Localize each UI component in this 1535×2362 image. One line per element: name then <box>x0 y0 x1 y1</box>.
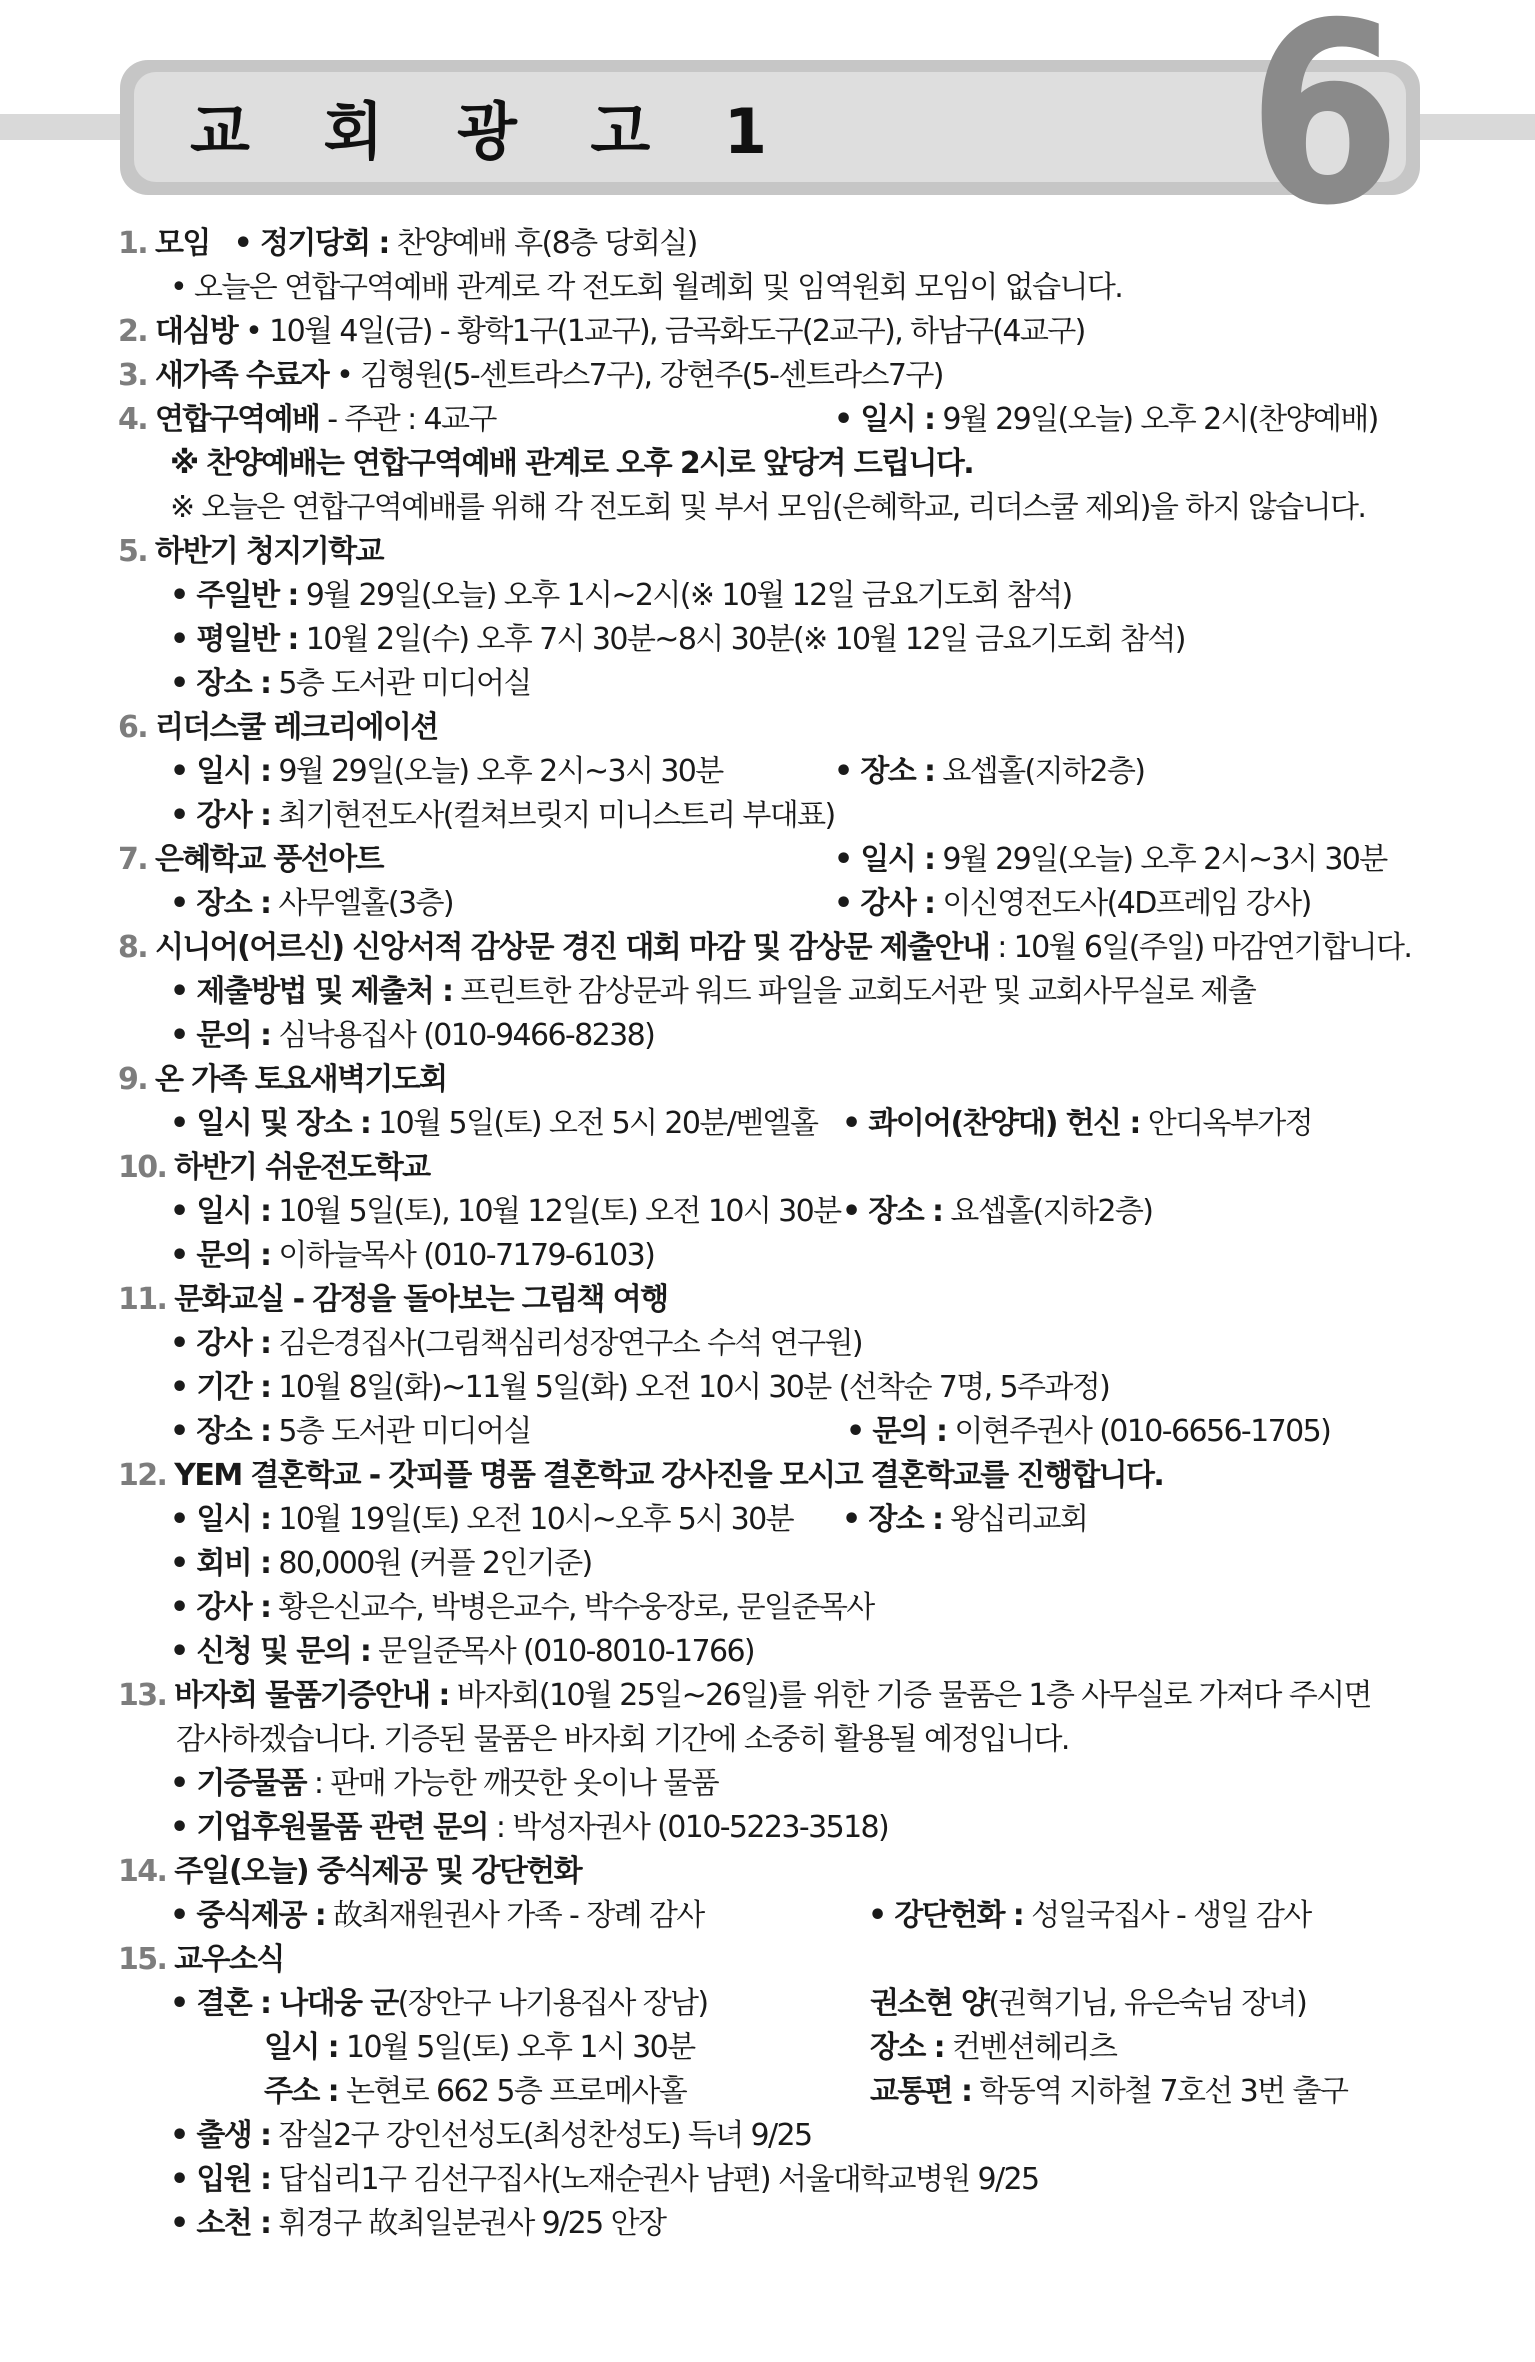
text: 안디옥부가정 <box>1139 1106 1312 1141</box>
item-9-a <box>118 1102 1418 1146</box>
label: 일시 : <box>264 2030 339 2065</box>
item-title: YEM 결혼학교 - 갓피플 명품 결혼학교 강사진을 모시고 결혼학교를 진행합니다. <box>174 1458 1164 1493</box>
hospital-news <box>118 2158 1418 2202</box>
item-11-b <box>118 1366 1418 1410</box>
label: • 일시 : <box>834 842 935 877</box>
text: (권혁기님, 유은숙님 장녀) <box>988 1986 1307 2021</box>
item-12-a <box>118 1498 1418 1542</box>
text: 故최재원권사 가족 - 장례 감사 <box>325 1898 704 1933</box>
label: • 일시 : <box>170 1194 271 1229</box>
text: 요셉홀(지하2층) <box>942 1194 1153 1229</box>
label: • 강사 : <box>170 1326 271 1361</box>
item-4-note1: ※ 찬양예배는 연합구역예배 관계로 오후 2시로 앞당겨 드립니다. <box>170 446 974 481</box>
item-number: 8. <box>118 930 148 965</box>
text: 10월 19일(토) 오전 10시~오후 5시 30분 <box>270 1502 793 1537</box>
text: 5층 도서관 미디어실 <box>270 1414 531 1449</box>
label: • 신청 및 문의 : <box>170 1634 371 1669</box>
item-number: 6. <box>118 710 148 745</box>
item-number: 15. <box>118 1942 167 1977</box>
item-14 <box>118 1850 1418 1894</box>
item-title: 모임 <box>155 226 210 261</box>
text: 왕십리교회 <box>942 1502 1088 1537</box>
item-title: 바자회 물품기증안내 : <box>174 1678 449 1713</box>
text: 9월 29일(오늘) 오후 2시~3시 30분 <box>270 754 723 789</box>
item-10-a <box>118 1190 1418 1234</box>
groom-name: 나대웅 군 <box>270 1986 398 2021</box>
item-title: 교우소식 <box>174 1942 284 1977</box>
item-11-a <box>118 1322 1418 1366</box>
text: 9월 29일(오늘) 오후 2시(찬양예배) <box>934 402 1378 437</box>
item-6-a <box>118 750 1418 794</box>
item-number: 13. <box>118 1678 167 1713</box>
text: 성일국집사 - 생일 감사 <box>1023 1898 1311 1933</box>
label: • 문의 : <box>170 1238 271 1273</box>
text: 휘경구 故최일분권사 9/25 안장 <box>270 2206 666 2241</box>
text: 논현로 662 5층 프로메사홀 <box>338 2074 687 2109</box>
text: 80,000원 (커플 2인기준) <box>270 1546 592 1581</box>
item-6 <box>118 706 1418 750</box>
label: 교통편 : <box>870 2074 972 2109</box>
item-12-c <box>118 1542 1418 1586</box>
item-title: 온 가족 토요새벽기도회 <box>155 1062 447 1097</box>
label: • 중식제공 : <box>170 1898 326 1933</box>
item-number: 11. <box>118 1282 167 1317</box>
wedding-address <box>118 2070 1418 2114</box>
label: • 결혼 : <box>170 1986 271 2021</box>
text: 심낙용집사 (010-9466-8238) <box>270 1018 655 1053</box>
label: 장소 : <box>870 2030 945 2065</box>
item-10-c <box>118 1234 1418 1278</box>
item-number: 10. <box>118 1150 167 1185</box>
text: • 10월 4일(금) - 황학1구(1교구), 금곡화도구(2교구), 하남구(4교구) <box>237 314 1085 349</box>
label: • 입원 : <box>170 2162 271 2197</box>
birth-news <box>118 2114 1418 2158</box>
item-5-b <box>118 618 1418 662</box>
label: • 소천 : <box>170 2206 271 2241</box>
text: 이현주권사 (010-6656-1705) <box>946 1414 1331 1449</box>
label: • 일시 : <box>170 754 271 789</box>
text: 사무엘홀(3층) <box>270 886 453 921</box>
item-14-a <box>118 1894 1418 1938</box>
item-2 <box>118 310 1418 354</box>
text: (장안구 나기용집사 장남) <box>397 1986 708 2021</box>
text: 10월 5일(토) 오전 5시 20분/벧엘홀 <box>370 1106 818 1141</box>
announcements <box>118 222 1418 2246</box>
item-13 <box>118 1674 1418 1718</box>
text: 문일준목사 (010-8010-1766) <box>370 1634 755 1669</box>
item-10 <box>118 1146 1418 1190</box>
item-title: 리더스쿨 레크리에이션 <box>155 710 438 745</box>
text: 9월 29일(오늘) 오후 1시~2시(※ 10월 12일 금요기도회 참석) <box>297 578 1072 613</box>
item-title: 시니어(어르신) 신앙서적 감상문 경진 대회 마감 및 감상문 제출안내 <box>155 930 990 965</box>
text: 프린트한 감상문과 워드 파일을 교회도서관 및 교회사무실로 제출 <box>452 974 1256 1009</box>
item-number: 2. <box>118 314 148 349</box>
label: • 제출방법 및 제출처 : <box>170 974 453 1009</box>
label: • 콰이어(찬양대) 헌신 : <box>842 1106 1140 1141</box>
label: • 장소 : <box>170 1414 271 1449</box>
item-number: 3. <box>118 358 148 393</box>
label: 주소 : <box>264 2074 339 2109</box>
item-number: 14. <box>118 1854 167 1889</box>
item-13-b <box>118 1806 1418 1850</box>
label: • 문의 : <box>170 1018 271 1053</box>
item-5 <box>118 530 1418 574</box>
item-4-note2: ※ 오늘은 연합구역예배를 위해 각 전도회 및 부서 모임(은혜학교, 리더스쿨 제외)을 하지 않습니다. <box>170 490 1366 525</box>
text: 이하늘목사 (010-7179-6103) <box>270 1238 655 1273</box>
item-8 <box>118 926 1418 970</box>
wedding-names <box>118 1982 1418 2026</box>
label: • 강사 : <box>834 886 935 921</box>
text: 10월 8일(화)~11월 5일(화) 오전 10시 30분 (선착순 7명, 5주과정) <box>270 1370 1110 1405</box>
text: 10월 2일(수) 오후 7시 30분~8시 30분(※ 10월 12일 금요기도회 참석) <box>297 622 1185 657</box>
item-3 <box>118 354 1418 398</box>
text: 컨벤션헤리츠 <box>944 2030 1117 2065</box>
item-title: 연합구역예배 <box>155 402 320 437</box>
label: • 장소 : <box>170 666 271 701</box>
item-8-a <box>118 970 1418 1014</box>
item-8-b <box>118 1014 1418 1058</box>
item-7-b <box>118 882 1418 926</box>
item-11-c <box>118 1410 1418 1454</box>
item-9 <box>118 1058 1418 1102</box>
page-title: 교 회 광 고 1 <box>190 95 794 168</box>
text: 찬양예배 후(8층 당회실) <box>388 226 697 261</box>
label: • 정기당회 : <box>233 226 389 261</box>
item-13-line2: 감사하겠습니다. 기증된 물품은 바자회 기간에 소중히 활용될 예정입니다. <box>176 1722 1069 1757</box>
text: 10월 5일(토), 10월 12일(토) 오전 10시 30분 <box>270 1194 841 1229</box>
text: • 김형원(5-센트라스7구), 강현주(5-센트라스7구) <box>328 358 943 393</box>
label: • 장소 : <box>170 886 271 921</box>
item-title: 새가족 수료자 <box>155 358 329 393</box>
item-1-line2: • 오늘은 연합구역예배 관계로 각 전도회 월례회 및 임역원회 모임이 없습니다. <box>170 270 1123 305</box>
bride-name: 권소현 양 <box>870 1986 989 2021</box>
item-1 <box>118 222 1418 266</box>
item-number: 5. <box>118 534 148 569</box>
item-number: 12. <box>118 1458 167 1493</box>
item-number: 4. <box>118 402 148 437</box>
item-13-a <box>118 1762 1418 1806</box>
item-title: 하반기 쉬운전도학교 <box>174 1150 430 1185</box>
text: 김은경집사(그림책심리성장연구소 수석 연구원) <box>270 1326 863 1361</box>
text: 바자회(10월 25일~26일)를 위한 기증 물품은 1층 사무실로 가져다 주시면 <box>448 1678 1371 1713</box>
item-title: 은혜학교 풍선아트 <box>155 842 383 877</box>
label: • 주일반 : <box>170 578 298 613</box>
label: • 기증물품 <box>170 1766 306 1801</box>
text: 최기현전도사(컬쳐브릿지 미니스트리 부대표) <box>270 798 835 833</box>
text: 10월 5일(토) 오후 1시 30분 <box>338 2030 695 2065</box>
text: 학동역 지하철 7호선 3번 출구 <box>971 2074 1348 2109</box>
text: 9월 29일(오늘) 오후 2시~3시 30분 <box>934 842 1387 877</box>
item-7 <box>118 838 1418 882</box>
text: 답십리1구 김선구집사(노재순권사 남편) 서울대학교병원 9/25 <box>270 2162 1039 2197</box>
label: • 기간 : <box>170 1370 271 1405</box>
label: • 문의 : <box>846 1414 947 1449</box>
text: 잠실2구 강인선성도(최성찬성도) 득녀 9/25 <box>270 2118 812 2153</box>
item-5-c <box>118 662 1418 706</box>
text: : 박성자권사 (010-5223-3518) <box>487 1810 889 1845</box>
text: 5층 도서관 미디어실 <box>270 666 531 701</box>
text: 요셉홀(지하2층) <box>934 754 1145 789</box>
item-5-a <box>118 574 1418 618</box>
page-number: 6 <box>1248 0 1402 260</box>
label: • 장소 : <box>842 1194 943 1229</box>
item-6-c <box>118 794 1418 838</box>
item-number: 1. <box>118 226 148 261</box>
text: - 주관 : 4교구 <box>319 402 496 437</box>
label: • 장소 : <box>842 1502 943 1537</box>
item-title: 하반기 청지기학교 <box>155 534 383 569</box>
wedding-date-place <box>118 2026 1418 2070</box>
label: • 일시 : <box>170 1502 271 1537</box>
label: • 일시 및 장소 : <box>170 1106 371 1141</box>
label: • 회비 : <box>170 1546 271 1581</box>
label: • 기업후원물품 관련 문의 <box>170 1810 488 1845</box>
item-12-d <box>118 1586 1418 1630</box>
text: 이신영전도사(4D프레임 강사) <box>934 886 1311 921</box>
item-number: 7. <box>118 842 148 877</box>
item-title: 문화교실 - 감정을 돌아보는 그림책 여행 <box>174 1282 668 1317</box>
text: 황은신교수, 박병은교수, 박수웅장로, 문일준목사 <box>270 1590 874 1625</box>
label: • 일시 : <box>834 402 935 437</box>
text: : 10월 6일(주일) 마감연기합니다. <box>989 930 1412 965</box>
item-number: 9. <box>118 1062 148 1097</box>
text: : 판매 가능한 깨끗한 옷이나 물품 <box>305 1766 719 1801</box>
item-title: 대심방 <box>155 314 238 349</box>
label: • 강사 : <box>170 798 271 833</box>
item-title: 주일(오늘) 중식제공 및 강단헌화 <box>174 1854 581 1889</box>
death-news <box>118 2202 1418 2246</box>
label: • 강사 : <box>170 1590 271 1625</box>
item-4 <box>118 398 1418 442</box>
item-15 <box>118 1938 1418 1982</box>
item-12 <box>118 1454 1418 1498</box>
label: • 강단헌화 : <box>868 1898 1024 1933</box>
item-11 <box>118 1278 1418 1322</box>
label: • 평일반 : <box>170 622 298 657</box>
label: • 출생 : <box>170 2118 271 2153</box>
label: • 장소 : <box>834 754 935 789</box>
item-12-e <box>118 1630 1418 1674</box>
